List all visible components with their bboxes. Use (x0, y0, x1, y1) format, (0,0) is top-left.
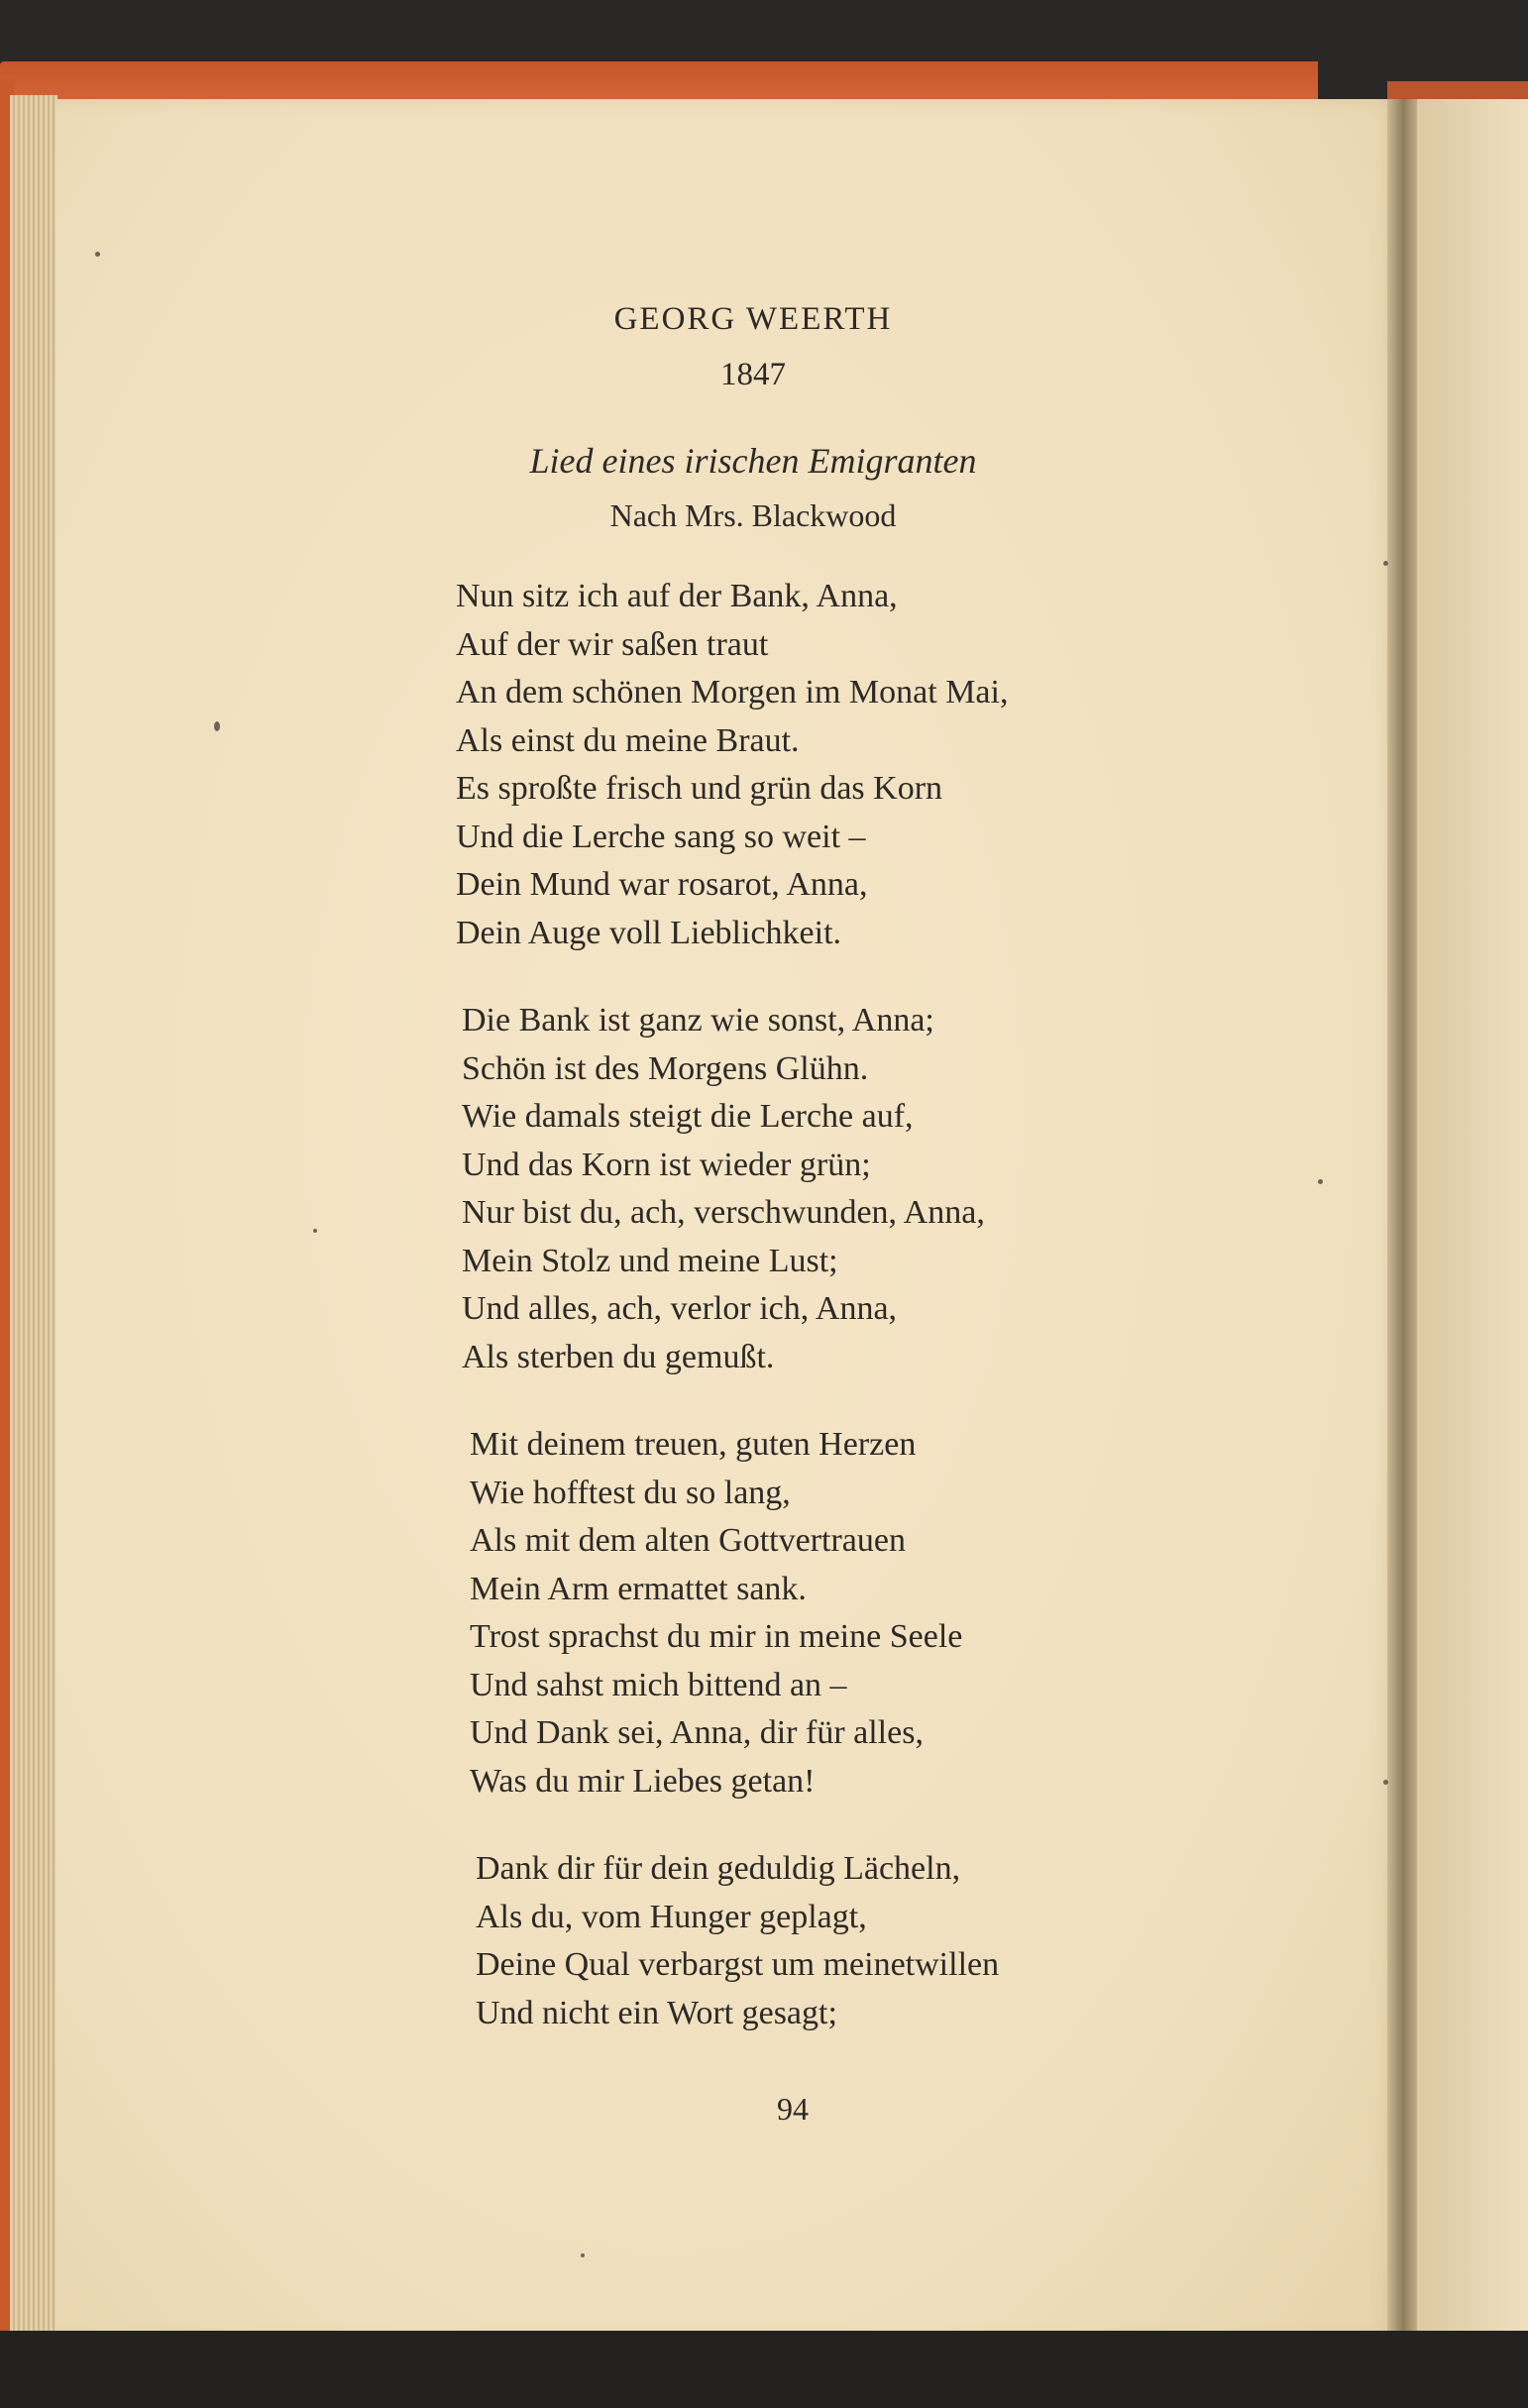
paper-speck (581, 2253, 585, 2257)
stanza-3 (470, 1421, 962, 1806)
poem-line: Mit deinem treuen, guten Herzen (470, 1426, 917, 1463)
paper-speck (1383, 1780, 1388, 1785)
year-heading: 1847 (720, 357, 786, 392)
poem-line: Wie hofftest du so lang, (470, 1474, 791, 1511)
poem-line: Als du, vom Hunger geplagt, (476, 1898, 867, 1935)
paper-speck (313, 1229, 317, 1233)
paper-speck (1383, 561, 1388, 566)
poem-line: Deine Qual verbargst um meinetwillen (476, 1946, 1000, 1983)
poem-line: Und alles, ach, verlor ich, Anna, (462, 1290, 898, 1327)
poem-line: Und das Korn ist wieder grün; (462, 1146, 871, 1183)
poem-line: Trost sprachst du mir in meine Seele (470, 1618, 963, 1655)
poem-line: Wie damals steigt die Lerche auf, (462, 1098, 914, 1135)
poem-line: Und sahst mich bittend an – (470, 1666, 847, 1703)
poem-line: Nur bist du, ach, verschwunden, Anna, (462, 1194, 985, 1231)
poem-line: Schön ist des Morgens Glühn. (462, 1049, 869, 1087)
poem-line: Dank dir für dein geduldig Lächeln, (476, 1850, 961, 1887)
paper-speck (214, 721, 220, 731)
poem-line: Mein Arm ermattet sank. (470, 1570, 807, 1607)
poem-line: Es sproßte frisch und grün das Korn (456, 770, 943, 807)
author-heading: GEORG WEERTH (613, 301, 893, 337)
stanza-2 (462, 997, 985, 1381)
poem-line: Was du mir Liebes getan! (470, 1762, 816, 1800)
poem-line: Als mit dem alten Gottvertrauen (470, 1522, 906, 1559)
paper-speck (95, 252, 100, 257)
poem-line: Die Bank ist ganz wie sonst, Anna; (462, 1002, 934, 1039)
poem-line: Als sterben du gemußt. (462, 1338, 775, 1375)
poem-line: Nun sitz ich auf der Bank, Anna, (456, 578, 898, 614)
poem-subtitle: Nach Mrs. Blackwood (609, 497, 897, 533)
poem-line: Und Dank sei, Anna, dir für alles, (470, 1714, 924, 1751)
paper-speck (1318, 1179, 1323, 1184)
stanza-1 (456, 573, 1008, 957)
poem-line: An dem schönen Morgen im Monat Mai, (456, 674, 1009, 711)
page-number: 94 (777, 2091, 809, 2127)
poem-line: Auf der wir saßen traut (456, 625, 769, 663)
stanza-4 (476, 1845, 999, 2037)
poem-line: Und die Lerche sang so weit – (456, 818, 866, 855)
poem-line: Und nicht ein Wort gesagt; (476, 1994, 837, 2031)
poem-line: Dein Auge voll Lieblichkeit. (456, 914, 842, 951)
poem-title: Lied eines irischen Emigranten (529, 441, 977, 481)
poem-line: Mein Stolz und meine Lust; (462, 1242, 838, 1279)
poem-line: Als einst du meine Braut. (456, 721, 800, 759)
poem-line: Dein Mund war rosarot, Anna, (456, 866, 868, 903)
